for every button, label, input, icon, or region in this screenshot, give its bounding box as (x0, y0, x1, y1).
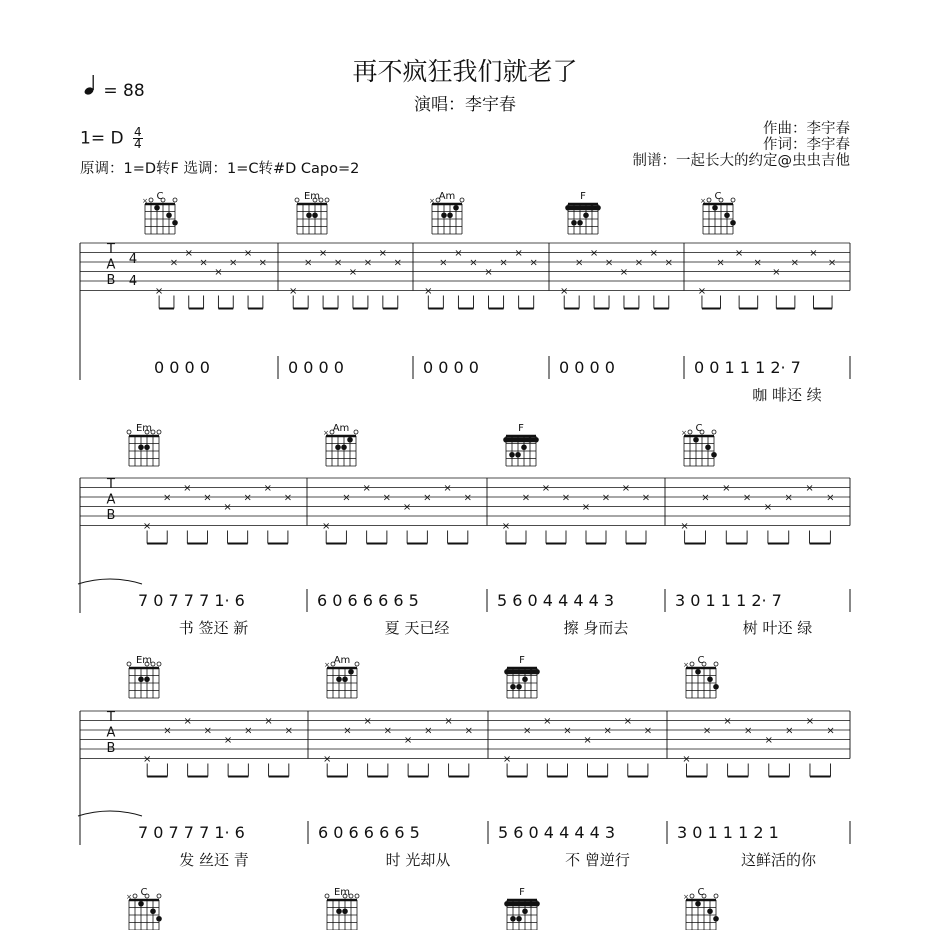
lyrics-measure: 这鲜活的你 (740, 851, 817, 869)
open-string-marker (731, 198, 735, 202)
tab-time-top: 4 (128, 252, 138, 267)
tab-strum-note: × (561, 492, 571, 504)
chord-dot (713, 916, 719, 922)
muted-string-marker: × (324, 661, 330, 669)
open-string-marker (133, 894, 137, 898)
muted-string-marker: × (683, 661, 689, 669)
tab-strum-note: × (634, 257, 644, 269)
song-title: 再不疯狂我们就老了 (352, 57, 578, 86)
tab-strum-note: × (184, 248, 193, 259)
tab-bass-note: × (322, 754, 332, 765)
tab-bass-note: × (424, 286, 433, 297)
tab-strum-note: × (604, 257, 614, 269)
tab-strum-note: × (753, 257, 762, 269)
tab-strum-note: × (574, 257, 584, 269)
tab-strum-note: × (243, 492, 252, 504)
lyrics-measure: 夏 天已经 (384, 619, 450, 637)
tab-strum-note: × (203, 725, 213, 737)
chord-name: F (519, 887, 525, 898)
tab-strum-note: × (382, 492, 392, 504)
chord-dot (504, 669, 510, 675)
jianpu-measure: 6 0 6 6 6 6 5 (317, 591, 419, 610)
tab-time-bottom: 4 (128, 274, 138, 289)
tab-bass-note: × (772, 267, 781, 278)
tab-bass-note: × (680, 521, 689, 532)
lyricist-credit: 作词：李宇春 (763, 137, 850, 153)
chord-name: Em (135, 423, 153, 434)
original-key-line: 原调：1=D转F 选调：1=C转#D Capo=2 (80, 161, 360, 177)
chord-dot (565, 205, 571, 211)
tab-strum-note: × (826, 725, 835, 737)
chord-dot (306, 212, 312, 218)
open-string-marker (688, 430, 692, 434)
tab-bass-note: × (142, 754, 152, 765)
tab-strum-note: × (318, 248, 328, 259)
chord-dot (595, 205, 601, 211)
tab-clef-letter: A (106, 725, 116, 741)
tab-bass-note: × (501, 521, 511, 532)
tab-strum-note: × (784, 492, 793, 504)
muted-string-marker: × (126, 893, 132, 901)
tab-strum-note: × (702, 725, 712, 737)
tie-arc (78, 811, 142, 816)
chord-name: F (518, 423, 524, 434)
tab-strum-note: × (621, 483, 631, 494)
tab-clef-letter: T (107, 242, 115, 257)
chord-dot (138, 901, 144, 907)
chord-dot (312, 212, 318, 218)
tab-strum-note: × (444, 716, 453, 727)
tab-bass-note: × (289, 286, 298, 297)
tab-strum-note: × (805, 716, 815, 727)
tab-strum-note: × (284, 725, 294, 737)
open-string-marker (325, 894, 329, 898)
jianpu-measure: 0 0 0 0 (559, 358, 615, 377)
tab-bass-note: × (484, 267, 493, 278)
open-string-marker (157, 894, 161, 898)
open-string-marker (714, 894, 718, 898)
tab-bass-note: × (214, 267, 223, 278)
chord-dot (150, 908, 156, 914)
tab-bass-note: × (764, 735, 773, 746)
chord-dot (730, 220, 736, 226)
jianpu-measure: 7 0 7 7 7 1· 6 (138, 591, 245, 610)
chord-dot (534, 901, 540, 907)
tab-strum-note: × (243, 248, 253, 259)
chord-dot (144, 444, 150, 450)
tab-bass-note: × (697, 286, 707, 297)
muted-string-marker: × (142, 197, 148, 205)
tab-clef-letter: A (106, 257, 116, 273)
open-string-marker (712, 430, 716, 434)
lyrics-measure: 擦 身而去 (563, 619, 629, 637)
chord-dot (348, 669, 354, 675)
open-string-marker (354, 430, 358, 434)
chord-dot (522, 676, 528, 682)
tab-bass-note: × (502, 754, 512, 765)
chord-dot (577, 220, 583, 226)
tab-strum-note: × (258, 257, 268, 269)
chord-dot (516, 916, 522, 922)
chord-dot (589, 205, 595, 211)
tab-strum-note: × (363, 716, 372, 727)
tab-strum-note: × (423, 492, 432, 504)
tab-strum-note: × (649, 248, 659, 259)
tab-strum-note: × (463, 492, 473, 504)
jianpu-measure: 0 0 0 0 (288, 358, 344, 377)
lyrics-measure: 书 签还 新 (178, 619, 249, 637)
chord-dot (138, 676, 144, 682)
chord-dot (503, 437, 509, 443)
tab-clef-letter: A (106, 492, 116, 508)
jianpu-measure: 5 6 0 4 4 4 4 3 (497, 591, 615, 610)
transcriber-credit: 制谱：一起长大的约定@虫虫吉他 (632, 153, 850, 169)
jianpu-measure: 6 0 6 6 6 6 5 (318, 823, 420, 842)
chord-dot (534, 669, 540, 675)
jianpu-measure: 3 0 1 1 1 2 1 (677, 823, 779, 842)
lyrics-measure: 不 曾逆行 (565, 851, 630, 869)
jianpu-measure: 0 0 1 1 1 2· 7 (694, 358, 801, 377)
chord-dot (521, 444, 527, 450)
tab-strum-note: × (734, 248, 744, 259)
chord-name: Em (333, 887, 351, 898)
jianpu-measure: 3 0 1 1 1 2· 7 (675, 591, 782, 610)
open-string-marker (149, 198, 153, 202)
chord-dot (138, 444, 144, 450)
chord-dot (695, 901, 701, 907)
chord-dot (712, 205, 718, 211)
tab-bass-note: × (619, 267, 629, 278)
chord-name: Am (332, 423, 350, 434)
chord-dot (571, 220, 577, 226)
chord-dot (515, 452, 521, 458)
tab-bass-note: × (583, 735, 592, 746)
chord-dot (156, 916, 162, 922)
open-string-marker (157, 662, 161, 666)
tab-strum-note: × (439, 257, 448, 269)
tab-bass-note: × (321, 521, 331, 532)
tempo-value: = 88 (103, 81, 145, 101)
tab-strum-note: × (383, 725, 393, 737)
chord-dot (583, 212, 589, 218)
singer-line: 演唱：李宇春 (414, 95, 516, 115)
tab-strum-note: × (723, 716, 732, 727)
tab-strum-note: × (623, 716, 632, 727)
tab-strum-note: × (163, 492, 172, 504)
time-bottom: 4 (133, 137, 142, 151)
chord-dot (144, 676, 150, 682)
tab-strum-note: × (378, 248, 388, 259)
muted-string-marker: × (429, 197, 435, 205)
tab-strum-note: × (529, 257, 538, 269)
chord-dot (504, 901, 510, 907)
chord-dot (705, 444, 711, 450)
tab-strum-note: × (169, 257, 179, 269)
chord-name: C (714, 191, 722, 202)
tab-strum-note: × (163, 725, 172, 737)
composer-credit: 作曲：李宇春 (763, 121, 850, 137)
tab-strum-note: × (785, 725, 794, 737)
tab-strum-note: × (744, 725, 753, 737)
tab-strum-note: × (303, 257, 313, 269)
tab-strum-note: × (601, 492, 611, 504)
chord-dot (172, 220, 178, 226)
chord-dot (336, 908, 342, 914)
tab-bass-note: × (223, 735, 233, 746)
tab-strum-note: × (424, 725, 433, 737)
tab-strum-note: × (643, 725, 653, 737)
lyrics-measure: 树 叶还 绿 (742, 619, 813, 637)
chord-name: C (697, 655, 705, 666)
tab-strum-note: × (809, 248, 818, 259)
chord-dot (342, 908, 348, 914)
open-string-marker (127, 662, 131, 666)
tab-clef-letter: T (107, 477, 115, 492)
chord-name: Em (303, 191, 321, 202)
jianpu-measure: 0 0 0 0 (154, 358, 210, 377)
jianpu-measure: 0 0 0 0 (423, 358, 479, 377)
tab-strum-note: × (469, 257, 478, 269)
tab-strum-note: × (263, 483, 272, 494)
chord-dot (713, 684, 719, 690)
chord-dot (695, 669, 701, 675)
tab-strum-note: × (805, 483, 814, 494)
tab-strum-note: × (343, 725, 352, 737)
lyrics-measure: 时 光却从 (385, 851, 451, 869)
tab-bass-note: × (142, 521, 152, 532)
chord-dot (516, 684, 522, 690)
tab-bass-note: × (682, 754, 691, 765)
tab-strum-note: × (603, 725, 612, 737)
tab-strum-note: × (183, 716, 192, 727)
open-string-marker (460, 198, 464, 202)
chord-name: Am (438, 191, 456, 202)
tab-clef-letter: B (106, 508, 116, 523)
tab-strum-note: × (716, 257, 725, 269)
lyrics-measure: 咖 啡还 续 (752, 386, 822, 404)
tab-strum-note: × (264, 716, 273, 727)
chord-dot (711, 452, 717, 458)
tab-strum-note: × (464, 725, 474, 737)
tab-bass-note: × (763, 502, 773, 513)
tab-strum-note: × (333, 257, 343, 269)
open-string-marker (707, 198, 711, 202)
chord-dot (510, 684, 516, 690)
jianpu-measure: 7 0 7 7 7 1· 6 (138, 823, 245, 842)
chord-dot (447, 212, 453, 218)
tab-strum-note: × (203, 492, 212, 504)
chord-dot (522, 908, 528, 914)
tab-strum-note: × (589, 248, 599, 259)
tab-bass-note: × (402, 502, 412, 513)
tab-bass-note: × (223, 502, 232, 513)
chord-dot (341, 444, 347, 450)
chord-dot (154, 205, 160, 211)
chord-dot (707, 908, 713, 914)
tab-bass-note: × (154, 286, 164, 297)
open-string-marker (173, 198, 177, 202)
chord-dot (509, 452, 515, 458)
chord-name: C (695, 423, 703, 434)
open-string-marker (714, 662, 718, 666)
tab-strum-note: × (541, 483, 551, 494)
tab-strum-note: × (443, 483, 452, 494)
chord-name: Am (333, 655, 351, 666)
muted-string-marker: × (683, 893, 689, 901)
tab-bass-note: × (581, 502, 591, 513)
chord-dot (528, 669, 534, 675)
chord-name: C (140, 887, 148, 898)
open-string-marker (690, 662, 694, 666)
time-top: 4 (133, 125, 142, 139)
chord-name: F (580, 191, 586, 202)
tab-strum-note: × (543, 716, 552, 727)
open-string-marker (295, 198, 299, 202)
tab-clef-letter: T (107, 710, 115, 725)
chord-name: C (697, 887, 705, 898)
tab-bass-note: × (348, 267, 358, 278)
tab-bass-note: × (560, 286, 569, 297)
tab-clef-letter: B (106, 273, 116, 288)
tie-arc (78, 579, 142, 584)
open-string-marker (690, 894, 694, 898)
tab-strum-note: × (514, 248, 523, 259)
tab-strum-note: × (229, 257, 238, 269)
tab-strum-note: × (664, 257, 673, 269)
open-string-marker (355, 894, 359, 898)
chord-dot (693, 437, 699, 443)
chord-dot (527, 437, 533, 443)
tab-strum-note: × (722, 483, 731, 494)
chord-dot (441, 212, 447, 218)
chord-name: F (519, 655, 525, 666)
open-string-marker (157, 430, 161, 434)
tab-strum-note: × (499, 257, 508, 269)
muted-string-marker: × (323, 429, 329, 437)
muted-string-marker: × (681, 429, 687, 437)
tab-strum-note: × (342, 492, 351, 504)
chord-name: Em (135, 655, 153, 666)
tab-strum-note: × (363, 257, 373, 269)
tab-strum-note: × (701, 492, 710, 504)
tab-strum-note: × (362, 483, 371, 494)
chord-dot (724, 212, 730, 218)
tab-strum-note: × (454, 248, 463, 259)
tab-strum-note: × (523, 725, 532, 737)
tab-strum-note: × (641, 492, 651, 504)
tab-strum-note: × (827, 257, 837, 269)
chord-dot (166, 212, 172, 218)
tab-strum-note: × (199, 257, 208, 269)
tab-strum-note: × (521, 492, 531, 504)
open-string-marker (355, 662, 359, 666)
chord-name: C (156, 191, 164, 202)
chord-dot (336, 676, 342, 682)
chord-dot (347, 437, 353, 443)
chord-dot (335, 444, 341, 450)
tab-clef-letter: B (106, 741, 116, 756)
chord-dot (510, 916, 516, 922)
chord-dot (528, 901, 534, 907)
open-string-marker (325, 198, 329, 202)
muted-string-marker: × (700, 197, 706, 205)
key-label: 1= D (80, 128, 124, 149)
tab-strum-note: × (393, 257, 402, 269)
tab-strum-note: × (790, 257, 800, 269)
tab-strum-note: × (826, 492, 835, 504)
lyrics-measure: 发 丝还 青 (179, 851, 249, 869)
chord-dot (342, 676, 348, 682)
chord-dot (533, 437, 539, 443)
jianpu-measure: 5 6 0 4 4 4 4 3 (498, 823, 616, 842)
tab-strum-note: × (183, 483, 192, 494)
chord-dot (453, 205, 459, 211)
chord-dot (707, 676, 713, 682)
tab-strum-note: × (244, 725, 253, 737)
tab-strum-note: × (283, 492, 293, 504)
open-string-marker (127, 430, 131, 434)
tab-strum-note: × (563, 725, 572, 737)
tab-strum-note: × (742, 492, 752, 504)
tab-bass-note: × (403, 735, 413, 746)
